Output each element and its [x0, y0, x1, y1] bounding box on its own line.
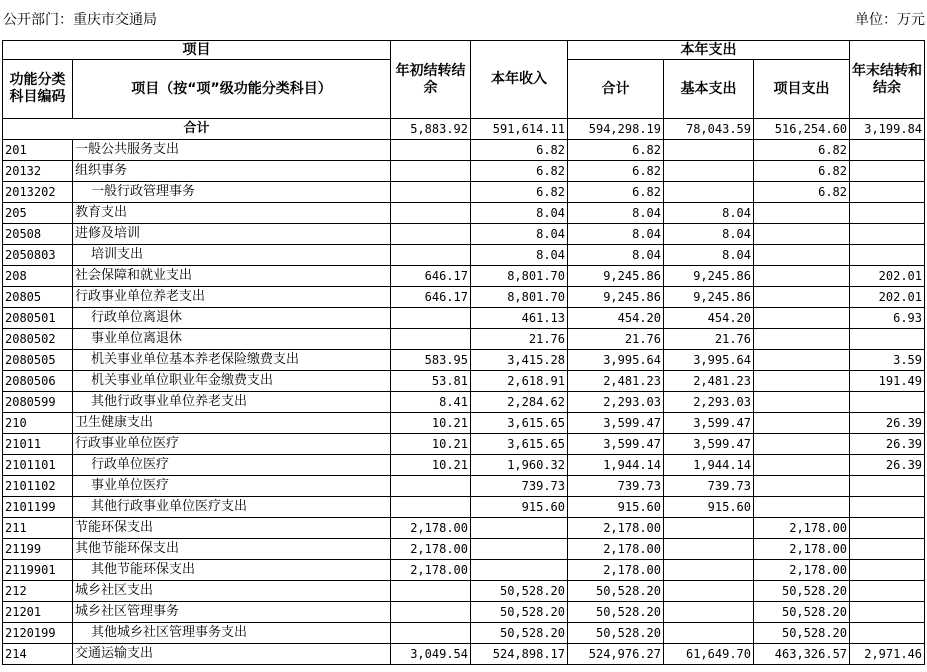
- cell-basic: 739.73: [664, 476, 754, 497]
- cell-income: 8,801.70: [471, 266, 568, 287]
- cell-income: [471, 518, 568, 539]
- header-code: 功能分类科目编码: [3, 60, 73, 119]
- cell-total: 8.04: [568, 203, 664, 224]
- cell-total: 3,599.47: [568, 413, 664, 434]
- cell-opening: [391, 497, 471, 518]
- cell-basic: 454.20: [664, 308, 754, 329]
- cell-opening: [391, 308, 471, 329]
- cell-total: 9,245.86: [568, 287, 664, 308]
- cell-project: [754, 455, 850, 476]
- cell-code: 2080506: [3, 371, 73, 392]
- cell-project: [754, 350, 850, 371]
- cell-income: 739.73: [471, 476, 568, 497]
- cell-name: 其他城乡社区管理事务支出: [73, 623, 391, 644]
- cell-basic: [664, 539, 754, 560]
- cell-name: 城乡社区管理事务: [73, 602, 391, 623]
- cell-code: 2120199: [3, 623, 73, 644]
- header-project: 项目支出: [754, 60, 850, 119]
- table-row: [3, 161, 925, 182]
- report-header: [0, 0, 927, 40]
- cell-closing: [850, 623, 925, 644]
- table-row: [3, 455, 925, 476]
- cell-code: 21199: [3, 539, 73, 560]
- cell-name: 其他行政事业单位医疗支出: [73, 497, 391, 518]
- cell-basic: [664, 161, 754, 182]
- cell-basic: [664, 602, 754, 623]
- cell-basic: 2,481.23: [664, 371, 754, 392]
- cell-basic: 8.04: [664, 203, 754, 224]
- cell-code: 208: [3, 266, 73, 287]
- cell-closing: [850, 182, 925, 203]
- cell-opening: 646.17: [391, 266, 471, 287]
- cell-closing: [850, 140, 925, 161]
- cell-name: 其他节能环保支出: [73, 539, 391, 560]
- table-body: [3, 119, 925, 665]
- cell-opening: [391, 203, 471, 224]
- cell-project: 2,178.00: [754, 518, 850, 539]
- cell-closing: [850, 581, 925, 602]
- unit-label: 单位：万元: [855, 12, 925, 28]
- cell-project: [754, 476, 850, 497]
- table-row: [3, 623, 925, 644]
- cell-basic: [664, 560, 754, 581]
- cell-name: 行政事业单位养老支出: [73, 287, 391, 308]
- cell-total: 6.82: [568, 182, 664, 203]
- cell-name: 行政单位医疗: [73, 455, 391, 476]
- cell-opening: [391, 224, 471, 245]
- cell-income: [471, 560, 568, 581]
- cell-project: 2,178.00: [754, 560, 850, 581]
- cell-project: [754, 329, 850, 350]
- table-row: [3, 497, 925, 518]
- header-project-group: 项目: [3, 41, 391, 60]
- cell-income: 6.82: [471, 161, 568, 182]
- cell-project: [754, 308, 850, 329]
- header-name: 项目（按“项”级功能分类科目）: [73, 60, 391, 119]
- header-income: 本年收入: [471, 41, 568, 119]
- cell-income: 3,615.65: [471, 413, 568, 434]
- cell-total: 2,481.23: [568, 371, 664, 392]
- department-label: 公开部门：重庆市交通局: [3, 12, 157, 28]
- cell-name: 其他节能环保支出: [73, 560, 391, 581]
- cell-opening: [391, 623, 471, 644]
- table-row: [3, 413, 925, 434]
- cell-income: 2,284.62: [471, 392, 568, 413]
- cell-opening: 3,049.54: [391, 644, 471, 665]
- cell-opening: [391, 329, 471, 350]
- table-row: [3, 539, 925, 560]
- cell-project: 6.82: [754, 140, 850, 161]
- cell-code: 2080502: [3, 329, 73, 350]
- cell-total: 915.60: [568, 497, 664, 518]
- cell-opening: 2,178.00: [391, 518, 471, 539]
- table-row: [3, 224, 925, 245]
- total-closing: 3,199.84: [850, 119, 925, 140]
- table-head: [3, 41, 925, 119]
- cell-name: 卫生健康支出: [73, 413, 391, 434]
- cell-income: 8,801.70: [471, 287, 568, 308]
- cell-code: 212: [3, 581, 73, 602]
- cell-closing: [850, 329, 925, 350]
- cell-basic: 21.76: [664, 329, 754, 350]
- cell-basic: 8.04: [664, 245, 754, 266]
- cell-total: 50,528.20: [568, 581, 664, 602]
- cell-project: [754, 434, 850, 455]
- cell-name: 培训支出: [73, 245, 391, 266]
- table-row: [3, 476, 925, 497]
- cell-basic: 1,944.14: [664, 455, 754, 476]
- cell-name: 事业单位离退休: [73, 329, 391, 350]
- cell-income: 21.76: [471, 329, 568, 350]
- cell-total: 739.73: [568, 476, 664, 497]
- cell-closing: 3.59: [850, 350, 925, 371]
- cell-income: 8.04: [471, 203, 568, 224]
- cell-income: 50,528.20: [471, 581, 568, 602]
- cell-basic: 8.04: [664, 224, 754, 245]
- cell-basic: 9,245.86: [664, 266, 754, 287]
- cell-income: 6.82: [471, 182, 568, 203]
- cell-name: 一般行政管理事务: [73, 182, 391, 203]
- cell-opening: 646.17: [391, 287, 471, 308]
- cell-total: 2,178.00: [568, 539, 664, 560]
- cell-income: 915.60: [471, 497, 568, 518]
- table-row: [3, 581, 925, 602]
- cell-name: 城乡社区支出: [73, 581, 391, 602]
- cell-opening: 10.21: [391, 434, 471, 455]
- cell-code: 20132: [3, 161, 73, 182]
- cell-income: 524,898.17: [471, 644, 568, 665]
- cell-basic: [664, 518, 754, 539]
- cell-project: [754, 497, 850, 518]
- cell-income: 8.04: [471, 224, 568, 245]
- cell-income: 3,615.65: [471, 434, 568, 455]
- header-expenditure-group: 本年支出: [568, 41, 850, 60]
- cell-total: 50,528.20: [568, 602, 664, 623]
- total-row: [3, 119, 925, 140]
- cell-name: 行政事业单位医疗: [73, 434, 391, 455]
- cell-closing: [850, 203, 925, 224]
- cell-code: 2050803: [3, 245, 73, 266]
- cell-total: 6.82: [568, 140, 664, 161]
- cell-name: 其他行政事业单位养老支出: [73, 392, 391, 413]
- cell-project: [754, 203, 850, 224]
- cell-basic: 915.60: [664, 497, 754, 518]
- cell-total: 2,178.00: [568, 518, 664, 539]
- cell-basic: 3,599.47: [664, 413, 754, 434]
- cell-opening: [391, 140, 471, 161]
- cell-project: [754, 413, 850, 434]
- cell-opening: [391, 245, 471, 266]
- table-row: [3, 644, 925, 665]
- cell-income: [471, 539, 568, 560]
- cell-closing: [850, 539, 925, 560]
- cell-code: 2101199: [3, 497, 73, 518]
- cell-name: 社会保障和就业支出: [73, 266, 391, 287]
- cell-project: 463,326.57: [754, 644, 850, 665]
- cell-opening: [391, 161, 471, 182]
- cell-income: 8.04: [471, 245, 568, 266]
- cell-basic: 3,995.64: [664, 350, 754, 371]
- cell-closing: [850, 518, 925, 539]
- total-label: 合计: [3, 119, 391, 140]
- cell-name: 行政单位离退休: [73, 308, 391, 329]
- cell-closing: 202.01: [850, 266, 925, 287]
- cell-basic: [664, 182, 754, 203]
- header-closing-balance: 年末结转和结余: [850, 41, 925, 119]
- cell-code: 2080501: [3, 308, 73, 329]
- cell-basic: 9,245.86: [664, 287, 754, 308]
- table-row: [3, 266, 925, 287]
- cell-opening: 10.21: [391, 455, 471, 476]
- cell-code: 201: [3, 140, 73, 161]
- cell-closing: [850, 245, 925, 266]
- cell-project: [754, 287, 850, 308]
- cell-code: 210: [3, 413, 73, 434]
- total-opening: 5,883.92: [391, 119, 471, 140]
- cell-closing: [850, 224, 925, 245]
- cell-basic: [664, 140, 754, 161]
- cell-basic: [664, 623, 754, 644]
- cell-closing: 202.01: [850, 287, 925, 308]
- table-row: [3, 287, 925, 308]
- cell-project: [754, 245, 850, 266]
- cell-code: 214: [3, 644, 73, 665]
- cell-total: 9,245.86: [568, 266, 664, 287]
- total-basic: 78,043.59: [664, 119, 754, 140]
- cell-income: 3,415.28: [471, 350, 568, 371]
- cell-total: 8.04: [568, 224, 664, 245]
- cell-name: 事业单位医疗: [73, 476, 391, 497]
- cell-total: 2,293.03: [568, 392, 664, 413]
- cell-name: 机关事业单位职业年金缴费支出: [73, 371, 391, 392]
- cell-project: [754, 371, 850, 392]
- table-row: [3, 560, 925, 581]
- table-row: [3, 182, 925, 203]
- cell-code: 2013202: [3, 182, 73, 203]
- cell-total: 8.04: [568, 245, 664, 266]
- cell-closing: [850, 161, 925, 182]
- cell-code: 211: [3, 518, 73, 539]
- cell-total: 524,976.27: [568, 644, 664, 665]
- cell-opening: [391, 476, 471, 497]
- table-row: [3, 371, 925, 392]
- cell-income: 1,960.32: [471, 455, 568, 476]
- cell-project: 2,178.00: [754, 539, 850, 560]
- cell-code: 2080599: [3, 392, 73, 413]
- cell-basic: 2,293.03: [664, 392, 754, 413]
- cell-code: 2119901: [3, 560, 73, 581]
- cell-name: 进修及培训: [73, 224, 391, 245]
- cell-code: 21201: [3, 602, 73, 623]
- cell-basic: 3,599.47: [664, 434, 754, 455]
- cell-project: 50,528.20: [754, 623, 850, 644]
- cell-code: 20805: [3, 287, 73, 308]
- cell-closing: 191.49: [850, 371, 925, 392]
- cell-closing: 26.39: [850, 413, 925, 434]
- table-row: [3, 518, 925, 539]
- cell-name: 交通运输支出: [73, 644, 391, 665]
- table-row: [3, 140, 925, 161]
- cell-closing: [850, 602, 925, 623]
- cell-income: 50,528.20: [471, 602, 568, 623]
- cell-name: 机关事业单位基本养老保险缴费支出: [73, 350, 391, 371]
- table-row: [3, 329, 925, 350]
- header-basic: 基本支出: [664, 60, 754, 119]
- total-expenditure: 594,298.19: [568, 119, 664, 140]
- cell-opening: 583.95: [391, 350, 471, 371]
- cell-opening: [391, 602, 471, 623]
- table-row: [3, 392, 925, 413]
- cell-total: 21.76: [568, 329, 664, 350]
- header-opening-balance: 年初结转结余: [391, 41, 471, 119]
- header-expenditure-total: 合计: [568, 60, 664, 119]
- table-row: [3, 602, 925, 623]
- cell-total: 50,528.20: [568, 623, 664, 644]
- cell-opening: [391, 581, 471, 602]
- cell-name: 教育支出: [73, 203, 391, 224]
- cell-project: [754, 224, 850, 245]
- table-row: [3, 203, 925, 224]
- cell-name: 一般公共服务支出: [73, 140, 391, 161]
- cell-name: 组织事务: [73, 161, 391, 182]
- cell-code: 2080505: [3, 350, 73, 371]
- cell-total: 6.82: [568, 161, 664, 182]
- cell-opening: 8.41: [391, 392, 471, 413]
- cell-code: 2101101: [3, 455, 73, 476]
- cell-total: 3,995.64: [568, 350, 664, 371]
- cell-income: 50,528.20: [471, 623, 568, 644]
- cell-opening: 2,178.00: [391, 560, 471, 581]
- cell-total: 1,944.14: [568, 455, 664, 476]
- cell-project: 6.82: [754, 182, 850, 203]
- cell-closing: 26.39: [850, 434, 925, 455]
- cell-code: 205: [3, 203, 73, 224]
- cell-opening: 2,178.00: [391, 539, 471, 560]
- cell-total: 454.20: [568, 308, 664, 329]
- cell-project: [754, 392, 850, 413]
- cell-basic: [664, 581, 754, 602]
- cell-closing: [850, 497, 925, 518]
- cell-code: 20508: [3, 224, 73, 245]
- budget-table: [2, 40, 925, 665]
- cell-opening: 53.81: [391, 371, 471, 392]
- cell-opening: 10.21: [391, 413, 471, 434]
- cell-project: 50,528.20: [754, 602, 850, 623]
- cell-total: 2,178.00: [568, 560, 664, 581]
- cell-project: 50,528.20: [754, 581, 850, 602]
- table-row: [3, 350, 925, 371]
- total-project: 516,254.60: [754, 119, 850, 140]
- cell-closing: [850, 560, 925, 581]
- cell-closing: 6.93: [850, 308, 925, 329]
- cell-income: 461.13: [471, 308, 568, 329]
- table-row: [3, 245, 925, 266]
- total-income: 591,614.11: [471, 119, 568, 140]
- cell-code: 21011: [3, 434, 73, 455]
- cell-opening: [391, 182, 471, 203]
- cell-closing: 2,971.46: [850, 644, 925, 665]
- cell-code: 2101102: [3, 476, 73, 497]
- cell-name: 节能环保支出: [73, 518, 391, 539]
- cell-closing: [850, 476, 925, 497]
- cell-closing: [850, 392, 925, 413]
- cell-closing: 26.39: [850, 455, 925, 476]
- cell-total: 3,599.47: [568, 434, 664, 455]
- table-row: [3, 434, 925, 455]
- table-row: [3, 308, 925, 329]
- cell-income: 6.82: [471, 140, 568, 161]
- cell-project: 6.82: [754, 161, 850, 182]
- cell-project: [754, 266, 850, 287]
- cell-basic: 61,649.70: [664, 644, 754, 665]
- cell-income: 2,618.91: [471, 371, 568, 392]
